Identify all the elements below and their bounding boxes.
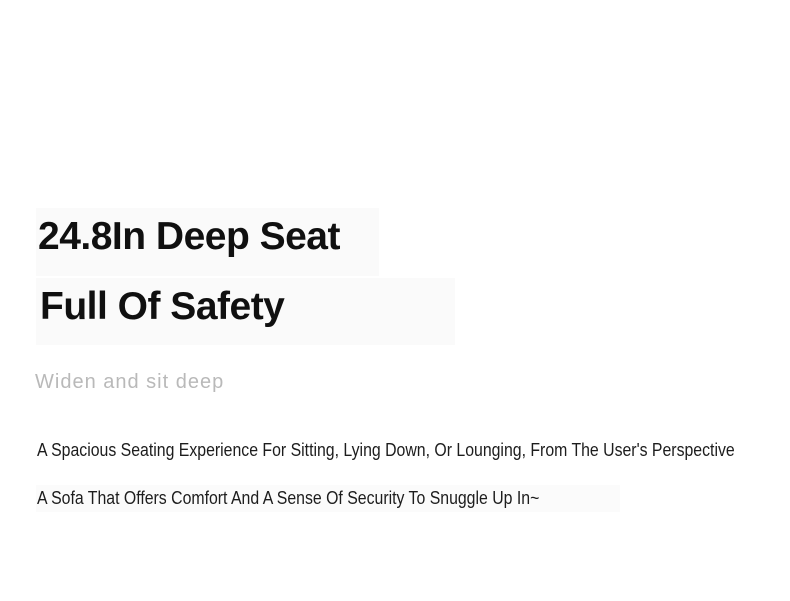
hero-description-line2: A Sofa That Offers Comfort And A Sense Of Security To Snuggle Up In~ — [37, 488, 540, 508]
hero-subtitle: Widen and sit deep — [35, 371, 225, 393]
hero-heading-line2: Full Of Safety — [40, 285, 285, 328]
hero-heading-line1: 24.8In Deep Seat — [38, 215, 340, 258]
hero-description-line1: A Spacious Seating Experience For Sitting, Lying Down, Or Lounging, From The User's Perspective — [37, 440, 735, 460]
